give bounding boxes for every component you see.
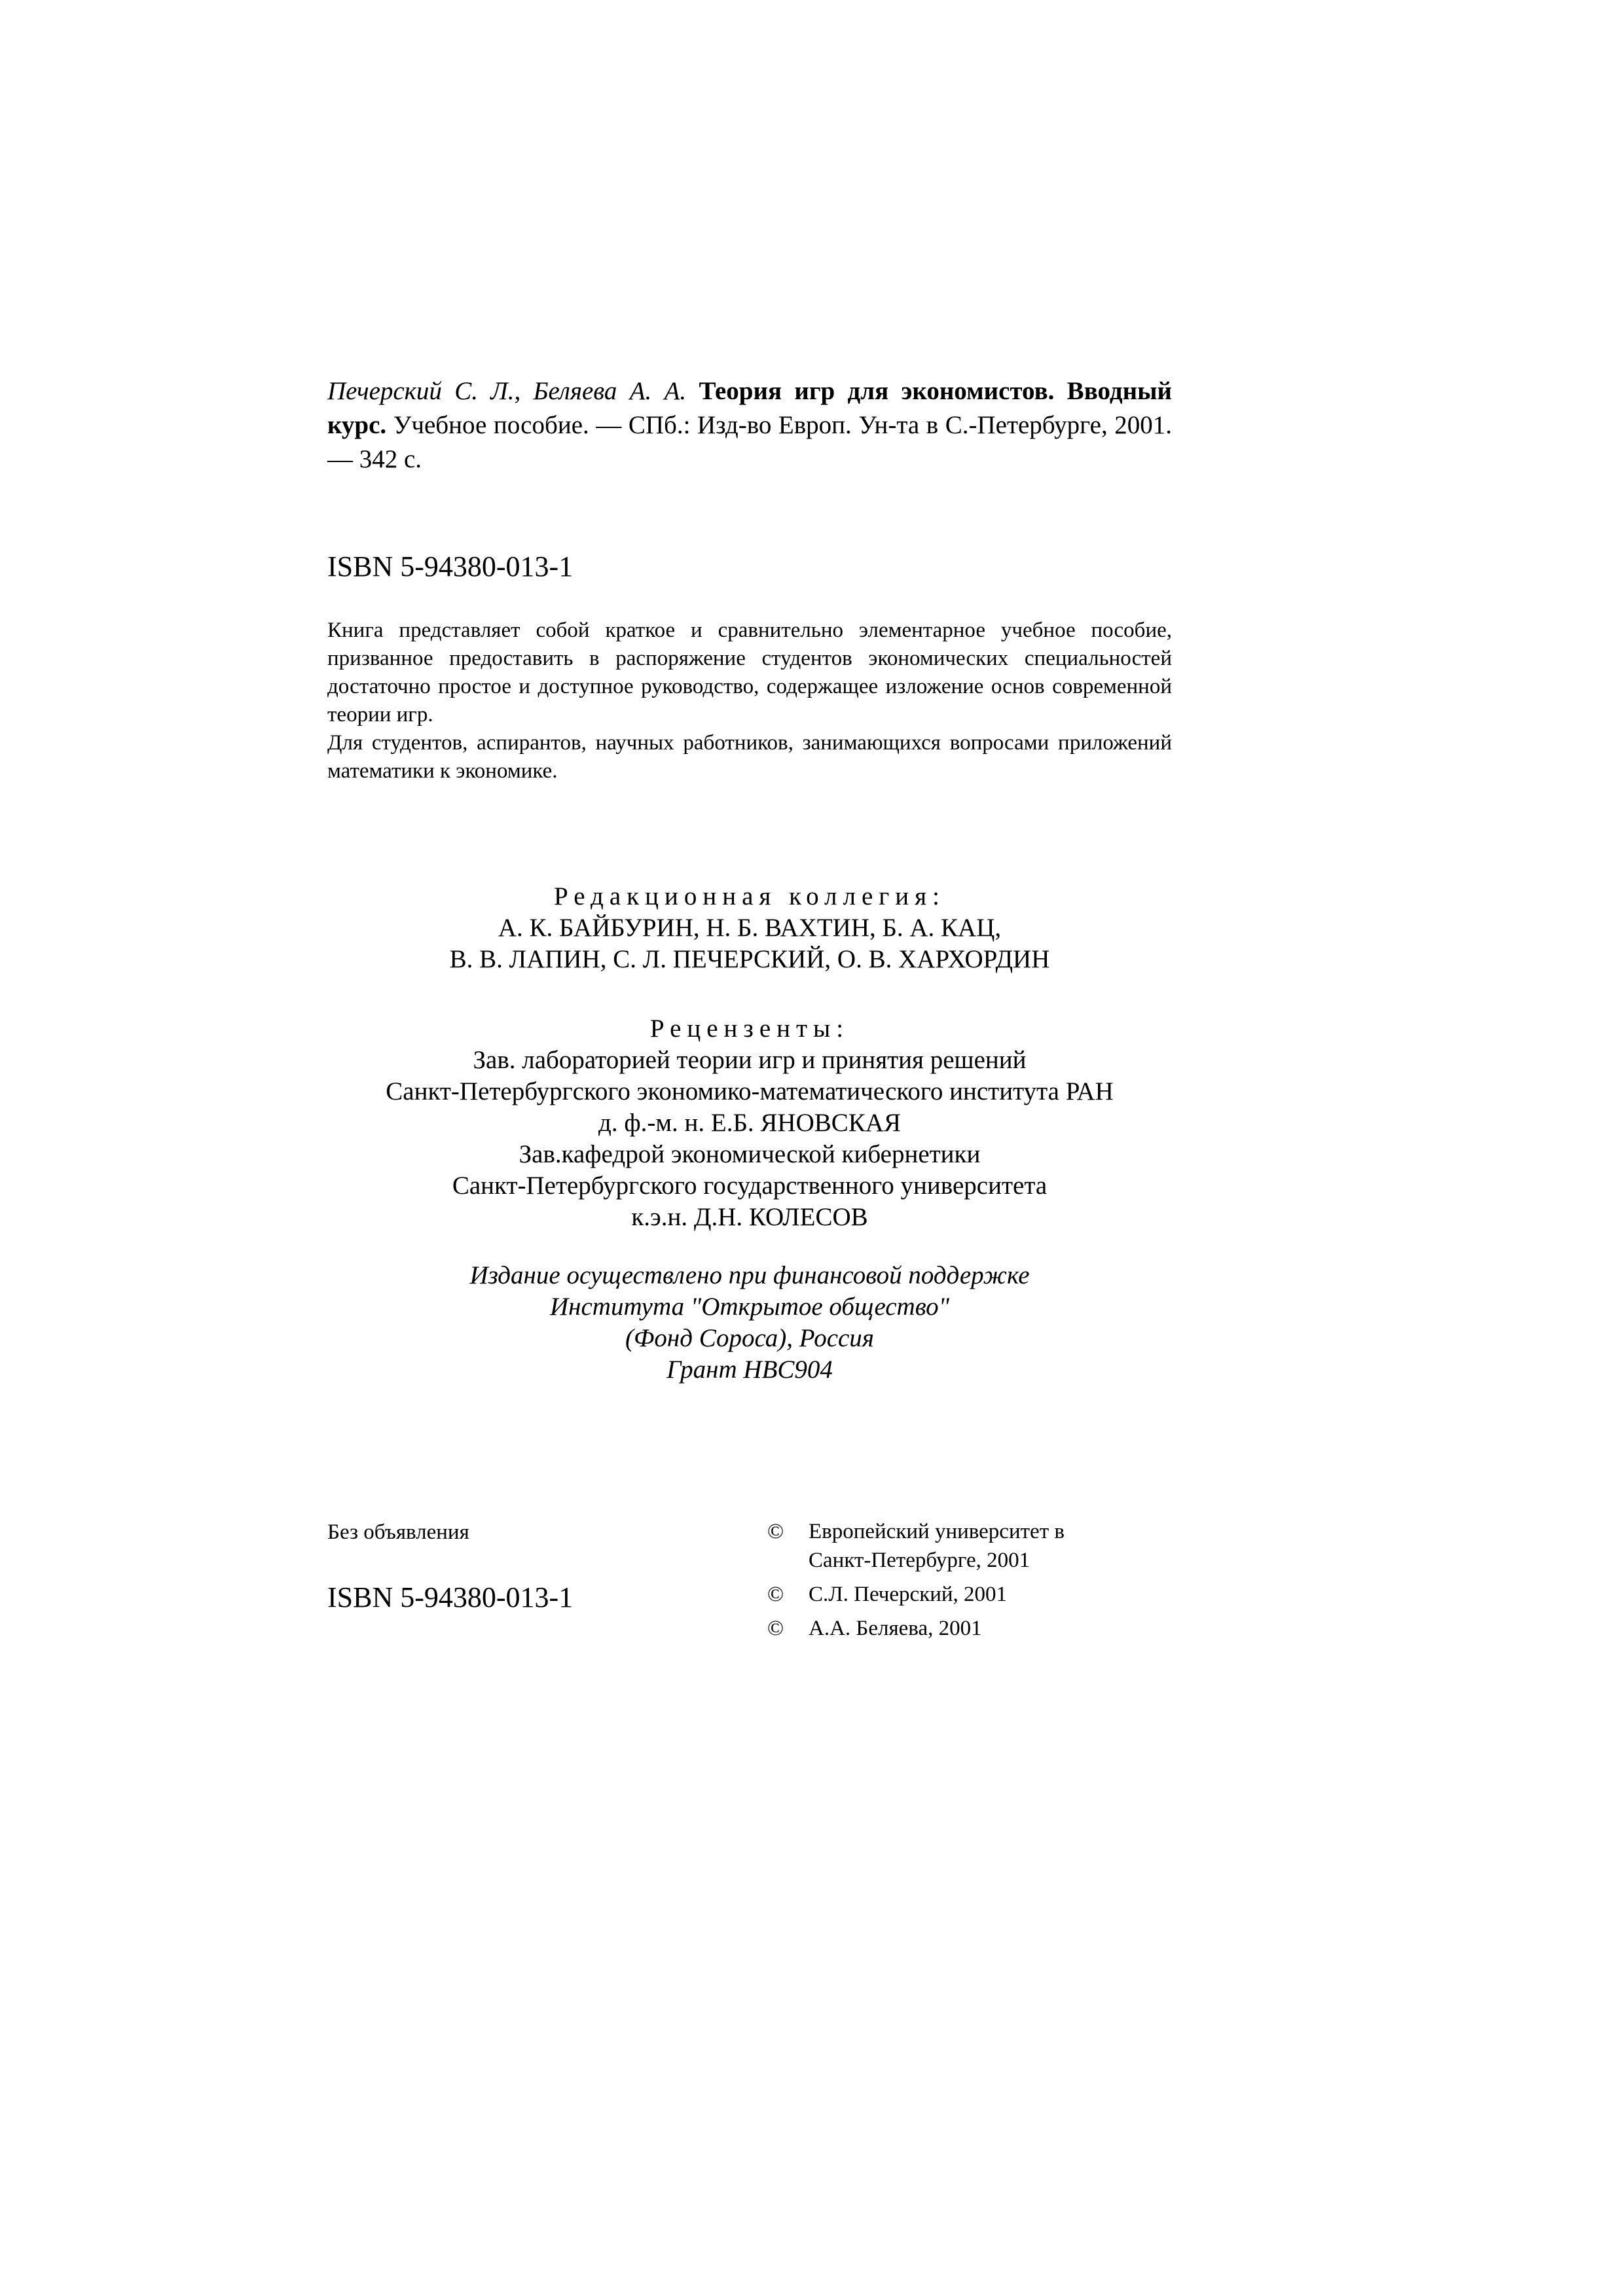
- authors: Печерский С. Л., Беляева А. А.: [327, 377, 687, 405]
- reviewers: [327, 1013, 1172, 1233]
- copyright-holder: А.А. Беляева, 2001: [809, 1617, 982, 1640]
- funding-note: [327, 1260, 1172, 1386]
- funding-line: Института "Открытое общество": [549, 1293, 950, 1321]
- editorial-board-line-2: В. В. ЛАПИН, С. Л. ПЕЧЕРСКИЙ, О. В. ХАРХОРДИН: [449, 945, 1050, 973]
- funding-line: (Фонд Сороса), Россия: [625, 1324, 874, 1352]
- copyright-icon: ©: [767, 1520, 784, 1543]
- reviewer-line: к.э.н. Д.Н. КОЛЕСОВ: [631, 1203, 868, 1231]
- reviewer-line: Санкт-Петербургского государственного университета: [452, 1172, 1048, 1200]
- reviewer-line: Зав.кафедрой экономической кибернетики: [519, 1140, 981, 1168]
- copyright-item: [767, 1614, 1186, 1643]
- copyright-holder: С.Л. Печерский, 2001: [809, 1583, 1008, 1606]
- isbn-bottom: ISBN 5-94380-013-1: [327, 1581, 574, 1613]
- editorial-board: [327, 881, 1172, 975]
- copyright-icon: ©: [767, 1617, 784, 1640]
- reviewers-heading: Рецензенты:: [649, 1014, 850, 1043]
- abstract-paragraph-2: Для студентов, аспирантов, научных работников, занимающихся вопросами приложений математики к экономике.: [327, 731, 1172, 783]
- publication-details: Учебное пособие. — СПб.: Изд-во Европ. Ун-та в С.-Петербурге, 2001. — 342 с.: [327, 411, 1172, 473]
- funding-line: Издание осуществлено при финансовой поддержке: [469, 1261, 1030, 1289]
- copyright-holder-continued: Санкт-Петербурге, 2001: [809, 1549, 1030, 1572]
- copyright-list: [767, 1517, 1186, 1648]
- editorial-board-line-1: А. К. БАЙБУРИН, Н. Б. ВАХТИН, Б. А. КАЦ,: [498, 914, 1002, 942]
- reviewer-line: д. ф.-м. н. Е.Б. ЯНОВСКАЯ: [598, 1109, 901, 1137]
- reviewer-line: Зав. лабораторией теории игр и принятия решений: [473, 1046, 1027, 1074]
- isbn-top: ISBN 5-94380-013-1: [327, 550, 574, 583]
- copyright-item: [767, 1517, 1186, 1575]
- reviewer-line: Санкт-Петербургского экономико-математического института РАН: [386, 1077, 1114, 1105]
- no-announcement-note: Без объявления: [327, 1520, 469, 1544]
- abstract-paragraph-1: Книга представляет собой краткое и сравнительно элементарное учебное пособие, призванное предоставить в распоряжение студентов экономических специальностей достаточно простое и доступное руководство, содержащее изложение основ современной теории игр.: [327, 619, 1172, 726]
- editorial-board-heading: Редакционная коллегия:: [554, 882, 945, 910]
- copyright-icon: ©: [767, 1583, 784, 1606]
- funding-line: Грант HBC904: [666, 1355, 833, 1384]
- copyright-item: [767, 1580, 1186, 1609]
- copyright-holder: Европейский университет в: [809, 1520, 1065, 1543]
- book-title: Теория игр для экономистов. Вводный курс.: [327, 377, 1172, 439]
- abstract: [327, 617, 1172, 785]
- bibliographic-record: [327, 374, 1172, 476]
